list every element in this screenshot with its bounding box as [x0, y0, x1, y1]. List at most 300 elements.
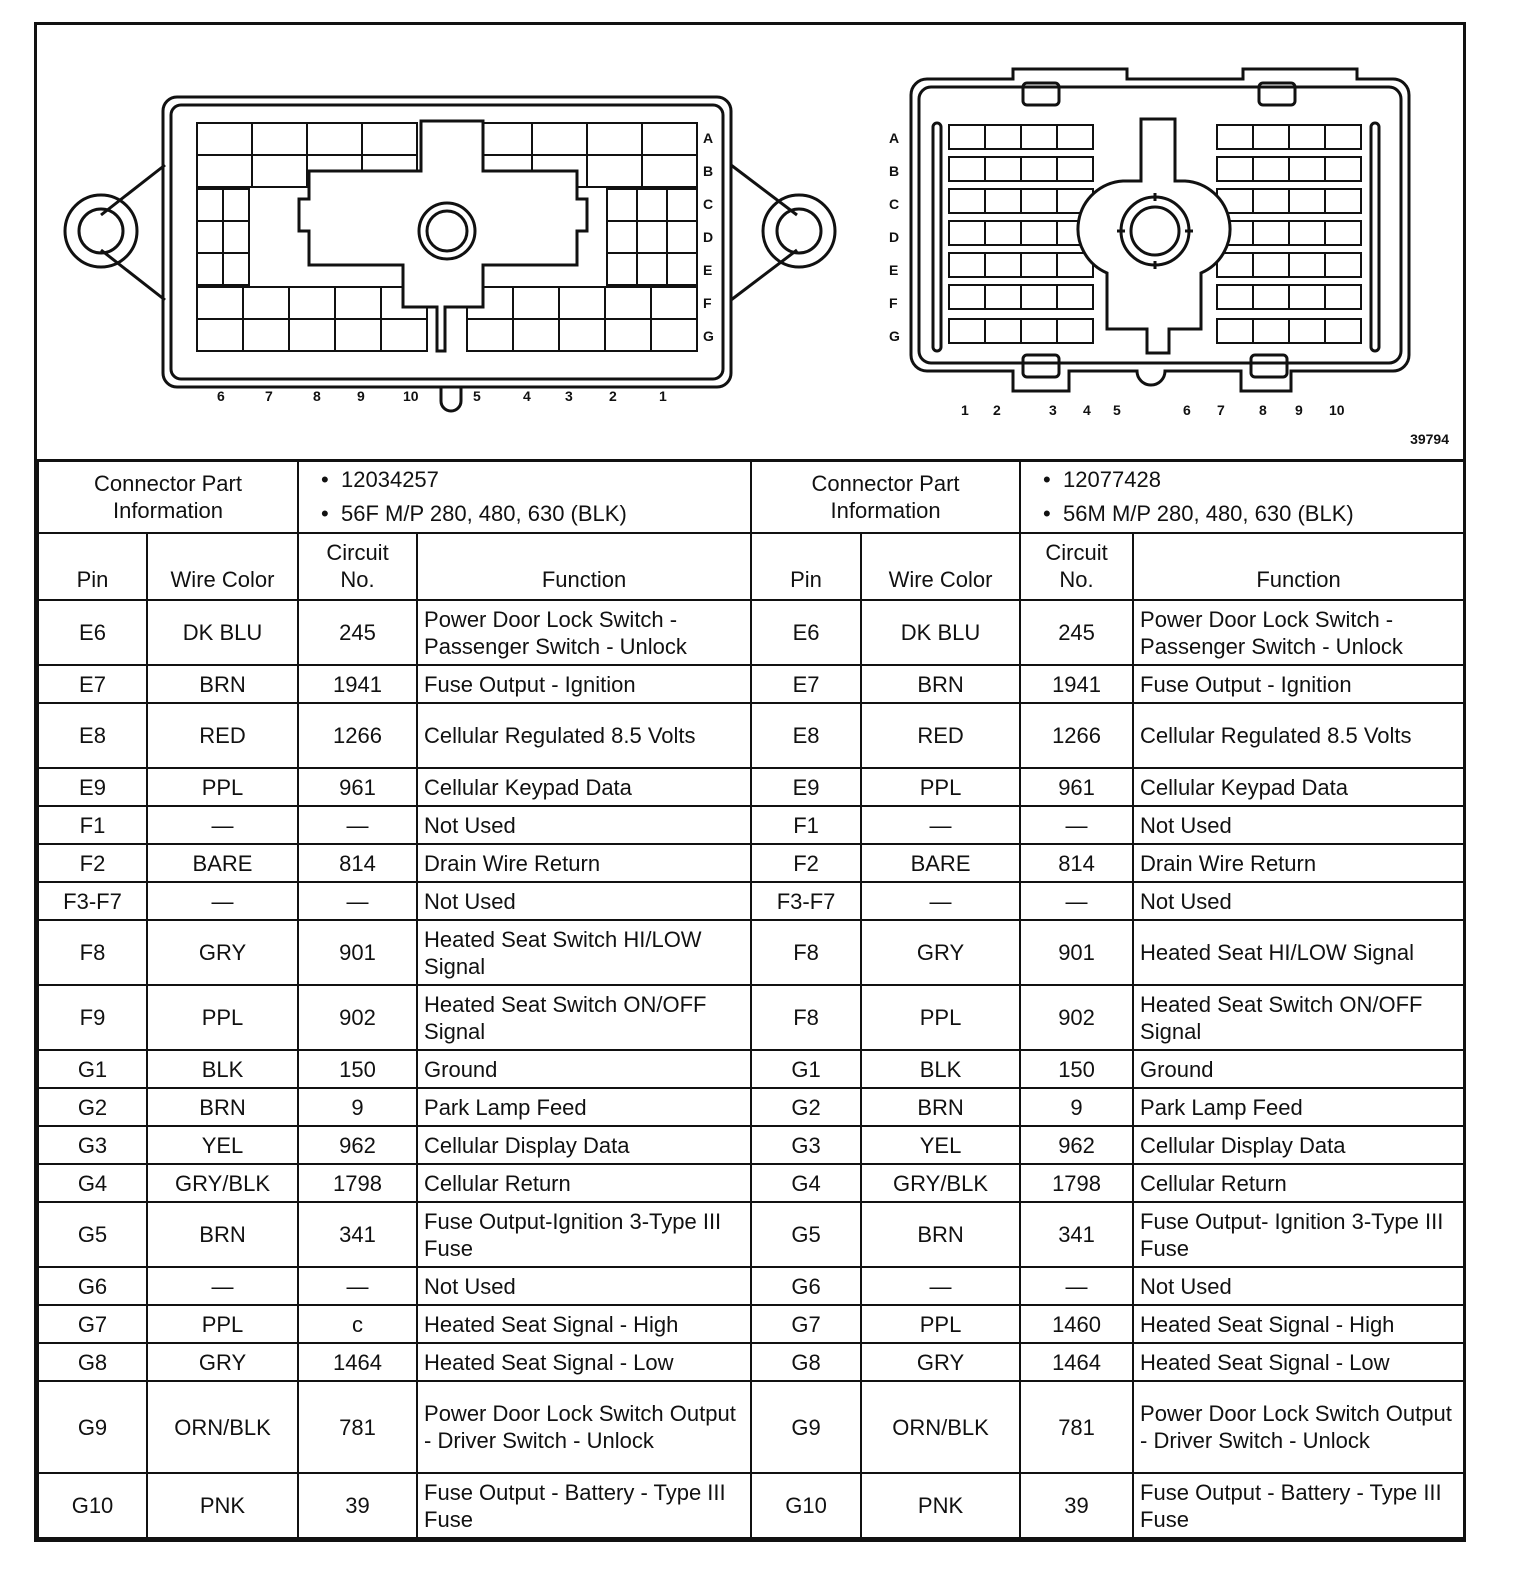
column-label: 9: [357, 388, 365, 404]
left-pin-cell: G4: [38, 1164, 147, 1202]
pin: [1289, 157, 1325, 181]
right-pin-cell: E7: [751, 665, 861, 703]
right-circuit-cell: 245: [1020, 600, 1133, 665]
cavity: [642, 123, 697, 155]
right-wire-color-cell: BRN: [861, 1202, 1020, 1267]
cavity: [651, 287, 697, 319]
right-pin-cell: F3-F7: [751, 882, 861, 920]
cavity: [223, 221, 249, 253]
right-wire-color-cell: —: [861, 1267, 1020, 1305]
right-info-label: Connector Part Information: [751, 460, 1020, 533]
cavity: [362, 123, 417, 155]
cavity: [252, 155, 307, 187]
pin: [949, 221, 985, 245]
left-wire-color-cell: ORN/BLK: [147, 1381, 298, 1473]
left-wire-color-cell: PPL: [147, 768, 298, 806]
pin: [1021, 189, 1057, 213]
right-pin-cell: F2: [751, 844, 861, 882]
pinout-sheet: [34, 22, 1466, 1542]
pin: [1217, 319, 1253, 343]
table-header-row: [38, 533, 1464, 600]
right-wire-color-cell: PNK: [861, 1473, 1020, 1538]
left-circuit-cell: 9: [298, 1088, 417, 1126]
cavity: [197, 287, 243, 319]
pin: [985, 221, 1021, 245]
column-label: 10: [403, 388, 419, 404]
header-circuit: Circuit No.: [298, 533, 417, 600]
left-circuit-cell: 1266: [298, 703, 417, 768]
left-pin-cell: G5: [38, 1202, 147, 1267]
cavity: [197, 155, 252, 187]
row-label: C: [889, 196, 900, 212]
right-function-cell: Power Door Lock Switch - Passenger Switch - Unlock: [1133, 600, 1464, 665]
right-wire-color-cell: GRY: [861, 920, 1020, 985]
right-part-number: • 12077428: [1027, 463, 1457, 497]
cavity: [587, 123, 642, 155]
left-function-cell: Heated Seat Signal - Low: [417, 1343, 751, 1381]
right-pin-cell: G4: [751, 1164, 861, 1202]
pin: [949, 285, 985, 309]
table-row: [38, 1126, 1464, 1164]
left-wire-color-cell: GRY: [147, 1343, 298, 1381]
pin: [949, 253, 985, 277]
left-function-cell: Cellular Return: [417, 1164, 751, 1202]
right-circuit-cell: 781: [1020, 1381, 1133, 1473]
row-label: F: [703, 295, 712, 311]
left-pin-cell: G7: [38, 1305, 147, 1343]
table-row: [38, 1343, 1464, 1381]
right-function-cell: Cellular Regulated 8.5 Volts: [1133, 703, 1464, 768]
row-label: B: [889, 163, 900, 179]
left-wire-color-cell: BLK: [147, 1050, 298, 1088]
pin: [985, 125, 1021, 149]
column-label: 2: [993, 402, 1001, 418]
right-circuit-cell: 39: [1020, 1473, 1133, 1538]
pin: [1325, 285, 1361, 309]
left-wire-color-cell: GRY/BLK: [147, 1164, 298, 1202]
left-circuit-cell: 814: [298, 844, 417, 882]
column-label: 7: [265, 388, 273, 404]
right-pin-cell: G2: [751, 1088, 861, 1126]
left-circuit-cell: 781: [298, 1381, 417, 1473]
right-pin-cell: G9: [751, 1381, 861, 1473]
left-wire-color-cell: RED: [147, 703, 298, 768]
cavity: [477, 123, 532, 155]
pin: [1325, 189, 1361, 213]
cavity: [605, 287, 651, 319]
cavity: [197, 319, 243, 351]
right-circuit-cell: —: [1020, 882, 1133, 920]
right-pin-cell: G10: [751, 1473, 861, 1538]
cavity: [667, 189, 697, 221]
table-row: [38, 1050, 1464, 1088]
left-pin-cell: G9: [38, 1381, 147, 1473]
cavity: [532, 123, 587, 155]
table-row: [38, 1202, 1464, 1267]
left-part-number: • 12034257: [305, 463, 744, 497]
right-pin-cell: G7: [751, 1305, 861, 1343]
pin: [1253, 125, 1289, 149]
right-wire-color-cell: BARE: [861, 844, 1020, 882]
pin: [1325, 221, 1361, 245]
table-row: [38, 882, 1464, 920]
pin: [1217, 157, 1253, 181]
right-circuit-cell: 901: [1020, 920, 1133, 985]
left-function-cell: Cellular Display Data: [417, 1126, 751, 1164]
pin: [1021, 253, 1057, 277]
right-wire-color-cell: GRY/BLK: [861, 1164, 1020, 1202]
table-row: [38, 985, 1464, 1050]
right-wire-color-cell: BLK: [861, 1050, 1020, 1088]
column-label: 9: [1295, 402, 1303, 418]
right-wire-color-cell: PPL: [861, 1305, 1020, 1343]
right-wire-color-cell: —: [861, 882, 1020, 920]
row-label: C: [703, 196, 714, 212]
pin: [1021, 221, 1057, 245]
right-function-cell: Fuse Output - Battery - Type III Fuse: [1133, 1473, 1464, 1538]
right-circuit-cell: 1266: [1020, 703, 1133, 768]
pin: [1325, 253, 1361, 277]
right-function-cell: Park Lamp Feed: [1133, 1088, 1464, 1126]
left-circuit-cell: 962: [298, 1126, 417, 1164]
row-label: D: [703, 229, 714, 245]
right-function-cell: Heated Seat Signal - High: [1133, 1305, 1464, 1343]
cavity: [667, 253, 697, 285]
right-wire-color-cell: BRN: [861, 665, 1020, 703]
pin: [985, 157, 1021, 181]
left-function-cell: Not Used: [417, 1267, 751, 1305]
cavity: [637, 189, 667, 221]
left-wire-color-cell: DK BLU: [147, 600, 298, 665]
right-function-cell: Not Used: [1133, 806, 1464, 844]
right-center-boss: [1078, 119, 1230, 353]
table-row: [38, 600, 1464, 665]
left-circuit-cell: 150: [298, 1050, 417, 1088]
left-wire-color-cell: BRN: [147, 1088, 298, 1126]
left-wire-color-cell: GRY: [147, 920, 298, 985]
cavity: [197, 253, 223, 285]
table-row: [38, 920, 1464, 985]
left-pin-cell: G1: [38, 1050, 147, 1088]
pin: [1057, 125, 1093, 149]
left-pin-cell: E8: [38, 703, 147, 768]
right-function-cell: Fuse Output - Ignition: [1133, 665, 1464, 703]
table-row: [38, 1473, 1464, 1538]
table-row: [38, 1088, 1464, 1126]
right-wire-color-cell: DK BLU: [861, 600, 1020, 665]
cavity: [605, 319, 651, 351]
pin: [1325, 125, 1361, 149]
column-label: 1: [659, 388, 667, 404]
pin: [1289, 319, 1325, 343]
right-function-cell: Cellular Keypad Data: [1133, 768, 1464, 806]
right-pin-cell: F8: [751, 985, 861, 1050]
pin: [1253, 253, 1289, 277]
pin: [1289, 285, 1325, 309]
right-wire-color-cell: GRY: [861, 1343, 1020, 1381]
column-label: 2: [609, 388, 617, 404]
row-label: A: [889, 130, 900, 146]
row-label: E: [889, 262, 899, 278]
right-wire-color-cell: RED: [861, 703, 1020, 768]
header-pin: Pin: [751, 533, 861, 600]
right-pin-cell: E9: [751, 768, 861, 806]
row-label: G: [889, 328, 900, 344]
right-circuit-cell: 1464: [1020, 1343, 1133, 1381]
pin: [1253, 285, 1289, 309]
left-circuit-cell: 961: [298, 768, 417, 806]
pin: [985, 189, 1021, 213]
right-pin-cell: E8: [751, 703, 861, 768]
right-function-cell: Heated Seat HI/LOW Signal: [1133, 920, 1464, 985]
table-row: [38, 665, 1464, 703]
right-circuit-cell: 1460: [1020, 1305, 1133, 1343]
table-row: [38, 1164, 1464, 1202]
header-function: Function: [417, 533, 751, 600]
cavity: [223, 253, 249, 285]
right-circuit-cell: 1798: [1020, 1164, 1133, 1202]
cavity: [197, 123, 252, 155]
connector-diagram-panel: [37, 25, 1463, 462]
left-pin-cell: G2: [38, 1088, 147, 1126]
cavity: [335, 319, 381, 351]
pin: [1057, 319, 1093, 343]
table-row: [38, 768, 1464, 806]
table-row: [38, 1381, 1464, 1473]
right-circuit-cell: 9: [1020, 1088, 1133, 1126]
left-wire-color-cell: —: [147, 882, 298, 920]
cavity: [587, 155, 642, 187]
pin: [1289, 189, 1325, 213]
left-pin-cell: E7: [38, 665, 147, 703]
cavity: [289, 319, 335, 351]
pin: [1253, 221, 1289, 245]
left-circuit-cell: 341: [298, 1202, 417, 1267]
pin: [985, 253, 1021, 277]
left-pin-cell: G3: [38, 1126, 147, 1164]
right-circuit-cell: 150: [1020, 1050, 1133, 1088]
cavity: [607, 221, 637, 253]
right-pin-cell: E6: [751, 600, 861, 665]
right-pin-cell: G1: [751, 1050, 861, 1088]
pin: [985, 319, 1021, 343]
left-circuit-cell: 901: [298, 920, 417, 985]
left-circuit-cell: 245: [298, 600, 417, 665]
cavity: [335, 287, 381, 319]
column-label: 3: [565, 388, 573, 404]
left-function-cell: Heated Seat Signal - High: [417, 1305, 751, 1343]
right-circuit-cell: —: [1020, 1267, 1133, 1305]
pin: [1021, 319, 1057, 343]
left-pin-cell: E9: [38, 768, 147, 806]
cavity: [607, 189, 637, 221]
right-part-desc: • 56M M/P 280, 480, 630 (BLK): [1027, 497, 1457, 531]
left-pin-cell: F1: [38, 806, 147, 844]
left-circuit-cell: 1941: [298, 665, 417, 703]
right-function-cell: Heated Seat Switch ON/OFF Signal: [1133, 985, 1464, 1050]
right-info-items: [1020, 460, 1464, 533]
left-wire-color-cell: PNK: [147, 1473, 298, 1538]
header-pin: Pin: [38, 533, 147, 600]
cavity: [223, 189, 249, 221]
right-pin-cell: F8: [751, 920, 861, 985]
left-circuit-cell: c: [298, 1305, 417, 1343]
left-function-cell: Power Door Lock Switch Output - Driver Switch - Unlock: [417, 1381, 751, 1473]
left-function-cell: Ground: [417, 1050, 751, 1088]
left-circuit-cell: —: [298, 1267, 417, 1305]
cavity: [307, 123, 362, 155]
pin: [1253, 319, 1289, 343]
right-function-cell: Not Used: [1133, 1267, 1464, 1305]
header-function: Function: [1133, 533, 1464, 600]
pin: [1217, 285, 1253, 309]
right-wire-color-cell: —: [861, 806, 1020, 844]
right-pin-cell: G5: [751, 1202, 861, 1267]
table-row: [38, 844, 1464, 882]
column-label: 8: [313, 388, 321, 404]
pin: [949, 125, 985, 149]
left-function-cell: Fuse Output - Ignition: [417, 665, 751, 703]
column-label: 5: [1113, 402, 1121, 418]
left-function-cell: Cellular Keypad Data: [417, 768, 751, 806]
left-function-cell: Not Used: [417, 882, 751, 920]
left-pin-cell: E6: [38, 600, 147, 665]
pin: [1325, 319, 1361, 343]
left-function-cell: Not Used: [417, 806, 751, 844]
left-row-labels: [703, 130, 714, 344]
left-pin-cell: G8: [38, 1343, 147, 1381]
header-wire-color: Wire Color: [147, 533, 298, 600]
table-row: [38, 806, 1464, 844]
right-circuit-cell: 961: [1020, 768, 1133, 806]
left-part-desc: • 56F M/P 280, 480, 630 (BLK): [305, 497, 744, 531]
cavity: [513, 319, 559, 351]
pin: [1253, 189, 1289, 213]
cavity: [467, 319, 513, 351]
cavity: [381, 319, 427, 351]
pin: [949, 189, 985, 213]
column-label: 7: [1217, 402, 1225, 418]
column-label: 10: [1329, 402, 1345, 418]
pin: [1021, 157, 1057, 181]
cavity: [197, 189, 223, 221]
left-function-cell: Park Lamp Feed: [417, 1088, 751, 1126]
pin: [1289, 221, 1325, 245]
right-wire-color-cell: ORN/BLK: [861, 1381, 1020, 1473]
left-circuit-cell: —: [298, 806, 417, 844]
left-circuit-cell: 39: [298, 1473, 417, 1538]
pin: [985, 285, 1021, 309]
right-function-cell: Drain Wire Return: [1133, 844, 1464, 882]
left-pin-cell: G10: [38, 1473, 147, 1538]
pin: [1253, 157, 1289, 181]
pin: [1057, 285, 1093, 309]
left-function-cell: Fuse Output - Battery - Type III Fuse: [417, 1473, 751, 1538]
right-function-cell: Not Used: [1133, 882, 1464, 920]
right-circuit-cell: 962: [1020, 1126, 1133, 1164]
right-pin-cell: F1: [751, 806, 861, 844]
left-function-cell: Drain Wire Return: [417, 844, 751, 882]
left-circuit-cell: 1798: [298, 1164, 417, 1202]
right-function-cell: Ground: [1133, 1050, 1464, 1088]
row-label: E: [703, 262, 713, 278]
column-label: 1: [961, 402, 969, 418]
table-row: [38, 703, 1464, 768]
connector-info-row: [38, 460, 1464, 533]
row-label: F: [889, 295, 898, 311]
right-circuit-cell: 814: [1020, 844, 1133, 882]
right-wire-color-cell: BRN: [861, 1088, 1020, 1126]
right-pin-cell: G8: [751, 1343, 861, 1381]
right-circuit-cell: 341: [1020, 1202, 1133, 1267]
cavity: [642, 155, 697, 187]
left-wire-color-cell: PPL: [147, 1305, 298, 1343]
header-circuit: Circuit No.: [1020, 533, 1133, 600]
cavity: [513, 287, 559, 319]
pin: [1325, 157, 1361, 181]
left-pin-cell: G6: [38, 1267, 147, 1305]
left-function-cell: Power Door Lock Switch - Passenger Switch - Unlock: [417, 600, 751, 665]
connector-diagram: [37, 25, 1463, 459]
left-pin-cell: F3-F7: [38, 882, 147, 920]
right-wire-color-cell: PPL: [861, 985, 1020, 1050]
pin: [1021, 285, 1057, 309]
right-pin-cell: G6: [751, 1267, 861, 1305]
cavity: [252, 123, 307, 155]
pin: [1217, 125, 1253, 149]
left-wire-color-cell: PPL: [147, 985, 298, 1050]
column-label: 5: [473, 388, 481, 404]
row-label: G: [703, 328, 714, 344]
cavity: [637, 221, 667, 253]
right-circuit-cell: 902: [1020, 985, 1133, 1050]
column-label: 3: [1049, 402, 1057, 418]
left-wire-color-cell: —: [147, 1267, 298, 1305]
column-label: 4: [1083, 402, 1091, 418]
pin: [1021, 125, 1057, 149]
cavity: [667, 221, 697, 253]
cavity: [197, 221, 223, 253]
left-circuit-cell: 1464: [298, 1343, 417, 1381]
row-label: A: [703, 130, 714, 146]
table-row: [38, 1267, 1464, 1305]
cavity: [637, 253, 667, 285]
left-circuit-cell: 902: [298, 985, 417, 1050]
left-function-cell: Fuse Output-Ignition 3-Type III Fuse: [417, 1202, 751, 1267]
row-label: D: [889, 229, 900, 245]
left-pin-cell: F9: [38, 985, 147, 1050]
left-function-cell: Heated Seat Switch ON/OFF Signal: [417, 985, 751, 1050]
left-pin-cell: F8: [38, 920, 147, 985]
right-function-cell: Cellular Display Data: [1133, 1126, 1464, 1164]
pin: [1289, 253, 1325, 277]
row-label: B: [703, 163, 714, 179]
table-row: [38, 1305, 1464, 1343]
left-wire-color-cell: BRN: [147, 1202, 298, 1267]
right-function-cell: Heated Seat Signal - Low: [1133, 1343, 1464, 1381]
pin: [1289, 125, 1325, 149]
right-function-cell: Cellular Return: [1133, 1164, 1464, 1202]
left-wire-color-cell: BRN: [147, 665, 298, 703]
pin: [949, 319, 985, 343]
pinout-table: [37, 459, 1465, 1539]
right-circuit-cell: —: [1020, 806, 1133, 844]
right-pin-cell: G3: [751, 1126, 861, 1164]
left-function-cell: Heated Seat Switch HI/LOW Signal: [417, 920, 751, 985]
header-wire-color: Wire Color: [861, 533, 1020, 600]
left-function-cell: Cellular Regulated 8.5 Volts: [417, 703, 751, 768]
left-wire-color-cell: —: [147, 806, 298, 844]
